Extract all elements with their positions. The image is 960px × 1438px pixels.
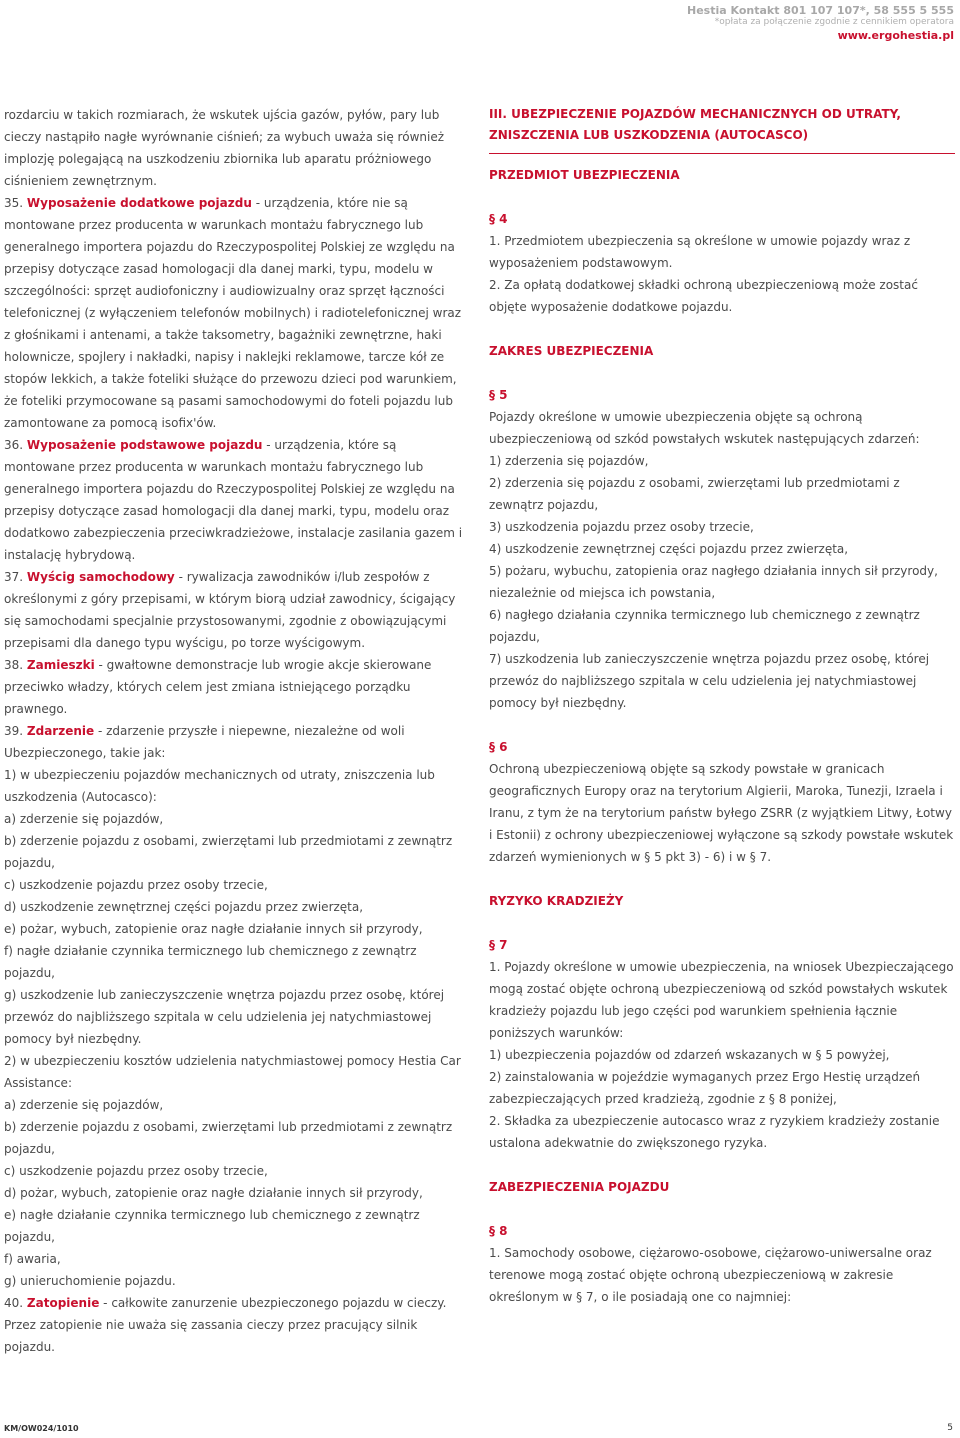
subheading-zabezpieczenia: ZABEZPIECZENIA POJAZDU bbox=[489, 1180, 670, 1194]
list-item: 5) pożaru, wybuchu, zatopienia oraz nagłego działania innych sił przyrody, niezależnie od miejsca ich powstania, bbox=[489, 564, 938, 600]
section-title: III. UBEZPIECZENIE POJAZDÓW MECHANICZNYCH OD UTRATY, ZNISZCZENIA LUB USZKODZENIA (AUTOCASCO) bbox=[489, 104, 955, 154]
intro-paragraph: rozdarciu w takich rozmiarach, że wskutek ujścia gazów, pyłów, pary lub cieczy nastąpiło nagłe wyrównanie ciśnień; za wybuch uważa się również implozję polegającą na uszkodzeniu zbiornika lub aparatu próżniowego ciśnieniem zewnętrznym. bbox=[4, 108, 444, 188]
list-item: b) zderzenie pojazdu z osobami, zwierzętami lub przedmiotami z zewnątrz pojazdu, bbox=[4, 834, 453, 870]
definition-38 bbox=[4, 654, 470, 720]
paragraph-number-6: § 6 bbox=[489, 740, 508, 754]
definition-text: - całkowite zanurzenie ubezpieczonego pojazdu w cieczy. Przez zatopienie nie uważa się zassania cieczy przez pracujący silnik pojazdu. bbox=[4, 1296, 447, 1354]
page-number: 5 bbox=[947, 1423, 953, 1433]
list-item: 4) uszkodzenie zewnętrznej części pojazdu przez zwierzęta, bbox=[489, 542, 849, 556]
definition-term: Zatopienie bbox=[26, 1296, 100, 1310]
list-item: a) zderzenie się pojazdów, bbox=[4, 812, 164, 826]
list-item: 1) zderzenia się pojazdów, bbox=[489, 454, 649, 468]
list-item: 2. Za opłatą dodatkowej składki ochroną ubezpieczeniową może zostać objęte wyposażenie dodatkowe pojazdu. bbox=[489, 278, 918, 314]
subheading-kradziez: RYZYKO KRADZIEŻY bbox=[489, 894, 624, 908]
list-item: 2) w ubezpieczeniu kosztów udzielenia natychmiastowej pomocy Hestia Car Assistance: bbox=[4, 1054, 461, 1090]
definition-37 bbox=[4, 566, 470, 654]
subheading-przedmiot: PRZEDMIOT UBEZPIECZENIA bbox=[489, 168, 680, 182]
header bbox=[687, 4, 954, 44]
list-item: 1. Samochody osobowe, ciężarowo-osobowe, ciężarowo-uniwersalne oraz terenowe mogą zostać objęte ochroną ubezpieczeniową w zakresie określonym w § 7, o ile posiadają one co najmniej: bbox=[489, 1246, 932, 1304]
list-item: f) nagłe działanie czynnika termicznego lub chemicznego z zewnątrz pojazdu, bbox=[4, 944, 417, 980]
document-code: KM/OW024/1010 bbox=[4, 1424, 79, 1433]
definition-term: Wyposażenie dodatkowe pojazdu bbox=[26, 196, 252, 210]
list-item: 2. Składka za ubezpieczenie autocasco wraz z ryzykiem kradzieży zostanie ustalona adekwatnie do zwiększonego ryzyka. bbox=[489, 1114, 940, 1150]
definition-text: - gwałtowne demonstracje lub wrogie akcje skierowane przeciwko władzy, których celem jest zmiana istniejącego porządku prawnego. bbox=[4, 658, 432, 716]
list-item: 3) uszkodzenia pojazdu przez osoby trzecie, bbox=[489, 520, 754, 534]
list-item: 6) nagłego działania czynnika termicznego lub chemicznego z zewnątrz pojazdu, bbox=[489, 608, 920, 644]
definition-40 bbox=[4, 1292, 470, 1358]
definition-number: 35. bbox=[4, 196, 24, 210]
list-item: 7) uszkodzenia lub zanieczyszczenie wnętrza pojazdu przez osobę, której przewóz do najbliższego szpitala w celu udzielenia jej natychmiastowej pomocy był niezbędny. bbox=[489, 652, 930, 710]
definition-39 bbox=[4, 720, 470, 764]
list-item: e) nagłe działanie czynnika termicznego lub chemicznego z zewnątrz pojazdu, bbox=[4, 1208, 420, 1244]
paragraph-number-7: § 7 bbox=[489, 938, 508, 952]
definition-number: 39. bbox=[4, 724, 24, 738]
list-item: g) uszkodzenie lub zanieczyszczenie wnętrza pojazdu przez osobę, której przewóz do najbliższego szpitala w celu udzielenia jej natychmiastowej pomocy był niezbędny. bbox=[4, 988, 445, 1046]
list-item: g) unieruchomienie pojazdu. bbox=[4, 1274, 176, 1288]
paragraph-number-8: § 8 bbox=[489, 1224, 508, 1238]
definition-term: Zdarzenie bbox=[26, 724, 95, 738]
list-item: 2) zainstalowania w pojeździe wymaganych przez Ergo Hestię urządzeń zabezpieczających przed kradzieżą, zgodnie z § 8 poniżej, bbox=[489, 1070, 921, 1106]
definition-number: 37. bbox=[4, 570, 24, 584]
contact-note: *opłata za połączenie zgodnie z cennikiem operatora bbox=[714, 17, 954, 27]
definition-term: Wyposażenie podstawowe pojazdu bbox=[26, 438, 263, 452]
definition-text: - urządzenia, które nie są montowane przez producenta w warunkach montażu fabrycznego lub generalnego importera pojazdu do Rzeczypospolitej Polskiej ze względu na przepisy dotyczące zasad homologacji dla danej marki, typu, modelu w szczególności: sprzęt audiofoniczny i audiowizualny oraz sprzęt łączności telefonicznej (z wyłączeniem telefonów mobilnych) i radiotelefonicznej wraz z głośnikami i antenami, a także taksometry, bagażniki zewnętrzne, haki holownicze, spojlery i nakładki, napisy i naklejki reklamowe, tarcze kół ze stopów lekkich, a także foteliki służące do przewozu dzieci pod warunkiem, że foteliki przymocowane są pasami samochodowymi do foteli pojazdu lub zamontowane za pomocą isofix'ów. bbox=[4, 196, 462, 430]
definition-text: - zdarzenie przyszłe i niepewne, niezależne od woli Ubezpieczonego, takie jak: bbox=[4, 724, 405, 760]
definition-text: - urządzenia, które są montowane przez producenta w warunkach montażu fabrycznego lub generalnego importera pojazdu do Rzeczypospolitej Polskiej ze względu na przepisy dotyczące zasad homologacji dla danej marki, typu, modelu oraz dodatkowo zabezpieczenia przeciwkradzieżowe, instalacje zasilania gazem i instalację hybrydową. bbox=[4, 438, 463, 562]
list-item: b) zderzenie pojazdu z osobami, zwierzętami lub przedmiotami z zewnątrz pojazdu, bbox=[4, 1120, 453, 1156]
website-link[interactable]: www.ergohestia.pl bbox=[837, 29, 954, 42]
definition-number: 36. bbox=[4, 438, 24, 452]
definition-35 bbox=[4, 192, 470, 434]
definition-term: Zamieszki bbox=[26, 658, 95, 672]
list-item: Ochroną ubezpieczeniową objęte są szkody powstałe w granicach geograficznych Europy oraz na terytorium Algierii, Maroka, Tunezji, Izraela i Iranu, z tym że na terytorium państw byłego ZSRR (z wyjątkiem Litwy, Łotwy i Estonii) z ochrony ubezpieczeniowej wyłączone są szkody powstałe wskutek zdarzeń wymienionych w § 5 pkt 3) - 6) i w § 7. bbox=[489, 762, 954, 864]
definition-text: - rywalizacja zawodników i/lub zespołów z określonymi z góry przepisami, w którym biorą udział zawodnicy, ścigający się samochodami specjalnie przystosowanymi, zgodnie z obowiązującymi przepisami dla danego typu wyścigu, po torze wyścigowym. bbox=[4, 570, 456, 650]
list-item: d) uszkodzenie zewnętrznej części pojazdu przez zwierzęta, bbox=[4, 900, 364, 914]
list-item: 1. Pojazdy określone w umowie ubezpieczenia, na wniosek Ubezpieczającego mogą zostać objęte ochroną ubezpieczeniową od szkód powstałych wskutek kradzieży pojazdu lub jego części pod warunkiem spełnienia łącznie poniższych warunków: bbox=[489, 960, 954, 1040]
list-item: Pojazdy określone w umowie ubezpieczenia objęte są ochroną ubezpieczeniową od szkód powstałych wskutek następujących zdarzeń: bbox=[489, 410, 920, 446]
contact-line: Hestia Kontakt 801 107 107*, 58 555 5 555 bbox=[687, 4, 954, 17]
list-item: d) pożar, wybuch, zatopienie oraz nagłe działanie innych sił przyrody, bbox=[4, 1186, 423, 1200]
paragraph-number-4: § 4 bbox=[489, 212, 508, 226]
left-column bbox=[4, 104, 470, 1358]
list-item: 1. Przedmiotem ubezpieczenia są określone w umowie pojazdy wraz z wyposażeniem podstawowym. bbox=[489, 234, 911, 270]
list-item: c) uszkodzenie pojazdu przez osoby trzecie, bbox=[4, 878, 268, 892]
definition-term: Wyścig samochodowy bbox=[26, 570, 175, 584]
subheading-zakres: ZAKRES UBEZPIECZENIA bbox=[489, 344, 654, 358]
right-column bbox=[489, 104, 955, 1308]
definition-number: 40. bbox=[4, 1296, 24, 1310]
list-item: e) pożar, wybuch, zatopienie oraz nagłe działanie innych sił przyrody, bbox=[4, 922, 423, 936]
list-item: 1) w ubezpieczeniu pojazdów mechanicznych od utraty, zniszczenia lub uszkodzenia (Autocasco): bbox=[4, 768, 435, 804]
definition-36 bbox=[4, 434, 470, 566]
definition-39-list bbox=[4, 764, 470, 1292]
list-item: f) awaria, bbox=[4, 1252, 61, 1266]
list-item: a) zderzenie się pojazdów, bbox=[4, 1098, 164, 1112]
list-item: 1) ubezpieczenia pojazdów od zdarzeń wskazanych w § 5 powyżej, bbox=[489, 1048, 890, 1062]
paragraph-number-5: § 5 bbox=[489, 388, 508, 402]
definition-number: 38. bbox=[4, 658, 24, 672]
list-item: 2) zderzenia się pojazdu z osobami, zwierzętami lub przedmiotami z zewnątrz pojazdu, bbox=[489, 476, 900, 512]
list-item: c) uszkodzenie pojazdu przez osoby trzecie, bbox=[4, 1164, 268, 1178]
